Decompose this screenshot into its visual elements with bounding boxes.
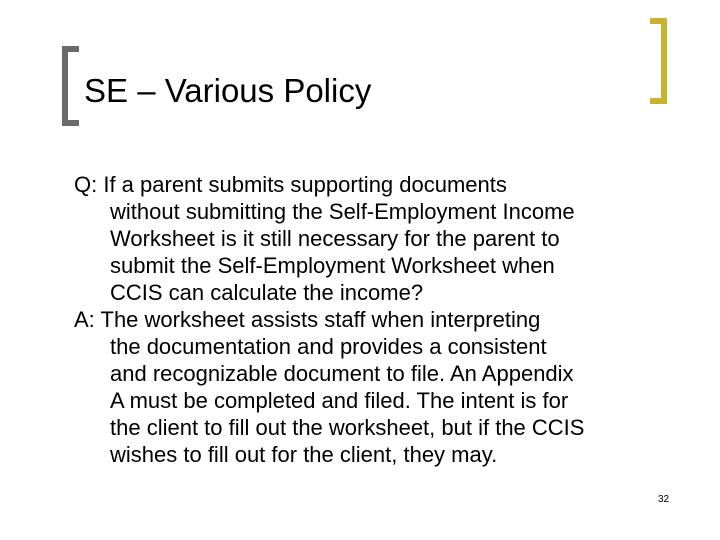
slide-title: SE – Various Policy [84, 72, 372, 109]
page-number: 32 [658, 494, 670, 505]
title-bracket-right [650, 18, 667, 104]
title-bracket-left [62, 46, 79, 126]
answer-text: A: The worksheet assists staff when interpreting the documentation and provides a consistent and recognizable document to file. An Appendix A must be completed and filed. The intent is for the client to fill out the worksheet, but if the CCIS wishes to fill out for the client, they may. [74, 307, 585, 467]
question-text: Q: If a parent submits supporting documents without submitting the Self-Employment Income Worksheet is it still necessary for the parent to submit the Self-Employment Worksheet when CCIS can calculate the income? [74, 172, 575, 305]
slide-body [74, 171, 704, 468]
